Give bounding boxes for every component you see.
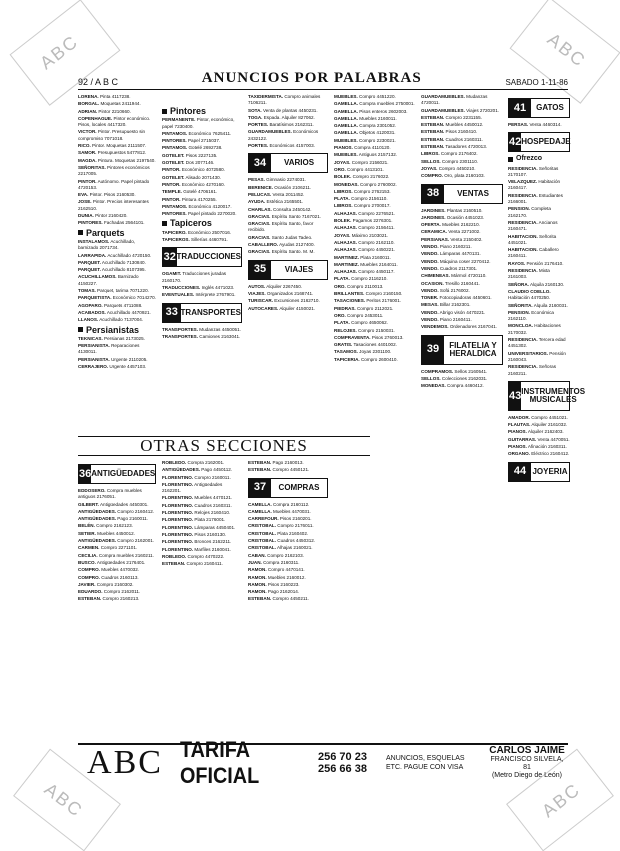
classified-ad: COMPRO. Oro, plata 2160103. [421,173,485,179]
classified-ad: PLATA. Compro 2156110. [334,196,388,202]
subsection-ofrezco: Ofrezco [508,156,570,162]
footer-note: ANUNCIOS, ESQUELAS ETC. PAGUE CON VISA [386,755,465,771]
classified-ad: TONER. Fotocopiadoras 4450601. [421,295,492,301]
classified-ad: PINTORES. Fachadas 2564101. [78,220,145,226]
classified-ad: DUNIA. Pintor 2160420. [78,213,128,219]
classified-ad: TEMPLE. Gotelé 4706161. [162,189,218,195]
classified-ad: RESIDENCIA. Señoras 2160211. [508,364,556,376]
classified-ad: ROBLEDO. Compra 2162001. [162,460,225,465]
list-parquets [78,239,156,324]
classified-ad: GRACIAS. Espíritu Santo, favor recibido. [248,221,314,233]
classified-ad: ESTEBAN. Compro 4450211. [248,596,309,602]
classified-ad: CRISTOBAL. Cuadros 4450312. [248,538,316,544]
section-heading-pintores: Pintores [162,108,242,114]
classified-ad: AUTOS. Alquiler 2267450. [248,283,303,289]
classified-ad: CECILIA. Compra muebles 2160211. [78,552,155,558]
column-4 [334,94,416,740]
classified-ad: SAMOR. Presupuestos 5477812. [78,150,147,156]
classified-ad: TAPICEROS. Sillerías 4460791. [162,237,228,243]
classified-ad: TRADUCCIONES. Inglés 4471023. [162,284,235,290]
classified-ad: CAMELLA. Muebles 4470031. [248,508,311,514]
classified-ad: AMADOR. Compro 4451021. [508,414,569,420]
classified-ad: VICTOR. Pintor. Presupuesto sin compromiso 7071018. [78,129,146,141]
classified-ad: PORTES. Económicos 4157003. [248,143,315,149]
classified-ad: TAPICERIA. Compro 2600410. [334,356,398,362]
classified-ad: OCASION. Tresillo 2160441. [421,280,480,286]
classified-ad: CARREFOUR. Pisos 2160201. [248,516,312,522]
classified-ad: ALHAJAS. Compro 4450221. [334,247,396,253]
column-3-bottom [248,460,328,740]
classified-ad: TRANSPORTES. Mudanzas 4450051. [162,326,241,332]
classified-ad: ALHAJAS. Compro 2276521. [334,210,396,216]
classified-ad: PIANOS. Afinación 2160311. [508,443,567,449]
classified-ad: FLORENTINO. Compro 2160011. [162,474,231,480]
classified-ad: CABAN. Compro 2162103. [248,552,304,558]
classified-ad: PINTAMOS. Económico 4120017. [162,203,232,209]
phone-1: 256 70 23 [318,751,367,763]
bullet-icon [162,109,167,114]
box-instrumentos: 43 INSTRUMENTOS MUSICALES [508,381,570,411]
classified-ad: FLORENTINO. Relojes 2160410. [162,510,231,516]
classified-ad: GAMELLA. Compra muebles 2750001. [334,101,415,107]
classified-ad: VIAJES. Organizados 2168741. [248,290,314,296]
classified-ad: PARQUETISTA. Económico 7014270. [78,295,156,301]
classified-ad: MARTINEZ. Muebles 2164011. [334,261,398,267]
classified-ad: RESIDENCIA. Estudiantes 2166001. [508,192,563,205]
classified-ad: AUTOCARES. Alquiler 4150021. [248,305,316,311]
classified-ad: TASAMOS. Joyas 2301100. [334,349,392,355]
classified-ad: TOMAS. Parquet, tarima 7071220. [78,288,149,294]
column-2-top [162,94,242,434]
classified-ad: PERSAS. Venta 4460314. [508,122,562,127]
classified-ad: ORO. Compro 2453011. [334,312,384,318]
classified-ad: PESAS. Gimnasio 2274031. [248,177,306,183]
classified-ad: ESTEBAN. Muebles 4450012. [421,122,484,128]
agent-metro: (Metro Diego de León) [491,771,563,779]
classified-ad: JARDINES. Plantas 2160510. [421,207,483,213]
classified-ad: MUEBLES. Antiguos 2157132. [334,152,398,158]
classified-ad: SEÑORITAS. Pintores económicos 2217005. [78,164,150,177]
section-heading-persianistas: Persianistas [78,327,156,333]
classified-ad: CABALLERO. Ayudas 2127400. [248,242,315,248]
classified-ad: ESTEBAN. Tasadores 4720013. [421,144,488,150]
abc-logo: ABC [87,744,163,781]
column-6 [508,94,586,740]
watermark-logo-bottomright: ABC [538,778,585,822]
classified-ad: SETIER. Muebles 4450012. [78,530,135,536]
classified-ad: BELÉN. Compro 2162123. [78,523,133,529]
classified-ad: FLORENTINO. Cuadros 2160311. [162,502,232,508]
classified-ad: FLORENTINO. Plata 2176001. [162,517,226,523]
list-antiguedades-2 [162,460,242,567]
classified-ad: VENDO. Abrigo visón 4470221. [421,309,486,315]
footer-banner [78,737,568,788]
classified-ad: ESTEBAN. Cuadros 2160311. [421,136,483,142]
classified-ad: ESTEBAN. Compro 2160213. [78,596,140,602]
phone-2: 256 66 38 [318,763,367,775]
classified-ad: RESIDENCIA. Mixta 2161003. [508,268,550,280]
classified-ad: ESTEBAN. Compro 2160411. [162,561,223,567]
box-viajes: 35 VIAJES [248,260,328,280]
classified-ad: ROBLEDO. Compro 4470222. [162,553,225,559]
classified-ad: ADRIAN. Pintor 2210660. [78,108,131,114]
classified-ad: OGAMIT. Traducciones juradas 2160170. [162,271,227,283]
box-joyeria: 44 JOYERIA [508,462,570,482]
list-traducciones [162,271,242,298]
list-varios-lead [248,94,328,149]
list-filatelia [421,369,503,390]
classified-ad: MARTINEZ. Plata 2160011. [334,254,391,260]
list-compras-end [421,94,503,180]
classified-ad: ANTIGÜEDADES. Pago 4450112. [162,467,233,473]
classified-ad: LORENA. Pinta 4117238. [78,94,131,99]
classified-ad: CERAMICA. Venta 2271002. [421,229,481,235]
box-ventas: 38 VENTAS [421,184,503,204]
box-varios: 34 VARIOS [248,153,328,173]
classified-ad: MONCLOA. Habitaciones 2170032. [508,323,561,335]
column-1-top [78,94,156,434]
column-1-bottom [78,460,156,740]
list-hospedaje [508,166,570,377]
classified-ad: BRILLANTES. Compro 2160150. [334,291,403,297]
classified-ad: TAPICERO. Económico 2507016. [162,229,232,235]
classified-ad: AGOPARO. Parquets 4711088. [78,302,143,308]
bullet-icon [78,230,83,235]
classified-ad: GAMELLA. Compra 2301052. [334,123,397,129]
classified-ad: MUEBLES. Compro 2230021. [334,137,396,143]
classified-ad: CHIMENEAS. Mármol 4720110. [421,273,487,279]
classified-ad: PINTORES. Papel pintado 2270020. [162,211,237,217]
classified-ad: EDUARDO. Compro 2162011. [78,589,141,595]
classified-ad: ANTIGÜEDADES. Compro 2162001. [78,538,155,544]
classified-ad: PERSIANISTA. Urgente 2110205. [78,356,148,362]
classified-ad: JOSE. Pintor. Precios interesantes 2162510. [78,199,149,211]
classified-ad: PERMANENTE. Pintor, económico, papel 7230400. [162,117,235,129]
classified-ad: JOYAS. Compro 4450210. [421,165,476,171]
classified-ad: AYUDA. Estética 2165501. [248,199,304,205]
classified-ad: CAMELLA. Compra 2160112. [248,501,310,507]
column-2-bottom [162,460,242,740]
classified-ad: ACUCHILLAMOS. Barnizado 4150227. [78,274,139,286]
classified-ad: CLAUDIO COELLO. Habitación 4470250. [508,288,551,301]
box-antiguedades: 36 ANTIGÜEDADES [78,464,156,484]
classified-ad: BOLEK. Pagamos 2276301. [334,218,393,224]
classified-ad: ESTEBAN. Compro 4450121. [248,467,310,473]
classified-ad: RESIDENCIA. Ancianos 2160471. [508,219,558,232]
classified-ad: SEÑORITA. Alquila 2160031. [508,302,568,308]
classified-ad: PINTAMOS. Gotelé 2692738. [162,145,223,151]
footer-agent [486,744,568,780]
classified-ad: PELUCAS. Venta 2011452. [248,191,305,197]
classified-ad: SOTA. Venta de plantas 4450231. [248,107,318,113]
classified-ad: VENDO. Piano 2160411. [421,317,472,323]
classified-ad: PINTORES. Papel 2715037. [162,138,221,144]
classified-ad: COPENHAGUE. Pintor económico. Pisos, locales 4417320. [78,115,151,128]
classified-ad: ORO. Compro 2110013. [334,283,384,289]
list-varios [248,177,328,255]
classified-ad: PINTAMOS. Económico 7625411. [162,130,232,136]
classified-ad: PIANOS. Compra 4110120. [334,145,391,151]
classified-ad: RAMON. Pisos 2160223. [248,581,300,587]
classified-ad: TOGA. Espada. Alquiler 827062. [248,114,315,120]
classified-ad: GAMELLA. Muebles 2160011. [334,115,397,121]
classified-ad: HABITACION. Señorita 4451021. [508,233,557,245]
classified-ad: ESTEBAN. Compro 2231155. [421,114,482,120]
watermark-logo-topright: ABC [543,28,590,72]
classified-ad: ORGANO. Eléctrico 2160412. [508,451,570,457]
classified-ad: GRACIAS. Espíritu Santo 7167021. [248,213,322,219]
classified-ad: TASACIONES. Peritos 2176001. [334,298,402,304]
classified-ad: ACABADOS. Acuchillado 4470921. [78,309,151,315]
classified-ad: GAMELLA. Pisos enteros 2602003. [334,108,408,114]
classified-ad: PERSIANAS. Venta 2150402. [421,236,483,242]
page-number: 92 / A B C [78,77,119,87]
classified-ad: GOTELET. Pisos 2227135. [162,152,218,158]
classified-ad: EDDOSERO. Compra muebles antiguos 2176051. [78,488,142,500]
classified-ad: PINTOR. Económico 4270160. [162,181,225,187]
classified-ad: LARRAPIDA. Acuchillado 4720150. [78,252,152,258]
classified-ad: GOTELET. Alisado 2071430. [162,174,221,180]
classified-ad: JOYAS. Compro 2156021. [334,159,389,165]
classified-ad: SEÑORA. Alquila 2160130. [508,281,565,287]
box-traducciones: 32 TRADUCCIONES [162,247,242,267]
classified-ad: FLORENTINO. Bronces 2162211. [162,539,232,545]
classified-ad: FLORENTINO. Lámparas 4450401. [162,524,236,530]
box-gatos: 41 GATOS [508,98,570,118]
classified-ad: PLATA. Compro 4650062. [334,320,388,326]
box-filatelia: 39 FILATELIA Y HERALDICA [421,335,503,365]
classified-ad: RESIDENCIA. Tercera edad 4451302. [508,337,566,349]
list-viajes [248,284,328,312]
agent-address: FRANCISCO SILVELA, 81 [490,755,564,771]
classified-ad: GUARDAMUEBLES. Económicos 2432122. [248,129,319,141]
classified-ad: PERSIANISTA. Reparaciones 4130011. [78,343,140,355]
classified-ad: PLATA. Compro 2116210. [334,276,388,282]
classified-ad: LIBROS. Compro 2700017. [334,203,391,209]
classified-ad: VENDO. Lámparas 4470131. [421,251,481,257]
classified-ad: GRACIAS. Espíritu Santo. M. M. [248,249,315,255]
classified-ad: CRISTOBAL. Plata 2160402. [248,530,309,536]
classified-ad: ORO. Compro 4413101. [334,166,384,172]
classified-ad: RAMON. Compro 4470141. [248,567,305,573]
classified-ad: RESIDENCIA. Señoritas 2170107. [508,165,559,177]
classified-ad: LIBROS. Compro 2762153. [334,188,391,194]
classified-ad: LLANOS. Acuchillado 7137004. [78,317,144,323]
classified-ad: PINTOR. Autónomo. Papel pintado 4720153. [78,178,150,190]
classified-ad: FLORENTINO. Antigüedades 2162201. [162,481,223,494]
classified-ad: COMPRO. Muebles 4470032. [78,567,140,573]
classified-ad: RELOJES. Compro 2150031. [334,327,395,333]
classified-ad: GUARDAMUEBLES. Mudanzas 4720011. [421,94,488,106]
classified-ad: CRISTOBAL. Alhajas 2160021. [248,545,313,551]
classified-ad: ALHAJAS. Compro 2156411. [334,225,395,231]
box-compras: 37 COMPRAS [248,478,328,498]
watermark-logo-topleft: ABC [36,30,83,74]
classified-ad: PENSION. Económica 2162110. [508,309,554,322]
classified-ad: EVENTUALES. Intérprete 2767901. [162,292,236,298]
classified-ad: OFERTA. Muebles 2162210. [421,222,480,228]
page-header [78,70,568,90]
classified-ad: MONEDAS. Compra 4460412. [421,383,484,389]
classified-ad: BERENICE. Ocasión 2106211. [248,184,312,190]
classified-ad: RICO. Pintor. Moquetas 2111507. [78,143,147,149]
classified-ad: LIBROS. Compro 2176402. [421,151,478,157]
classified-ad: COMPRAVENTA. Pisos 2760013. [334,334,404,340]
classified-ad: EVA. Pintor. Pisos 2160530. [78,192,136,198]
section-heading-parquets: Parquets [78,230,156,236]
classified-ad: JUAN. Compra 2160311. [248,559,300,565]
column-3-top [248,94,328,434]
page-title: ANUNCIOS POR PALABRAS [201,70,422,86]
classified-ad: PARQUET. Acuchillado 7130840. [78,259,146,265]
classified-ad: VELAZQUEZ. Habitación 2160417. [508,179,561,191]
classified-ad: VENDO. Piano 2160211. [421,244,472,250]
list-compras-continued [334,94,416,202]
list-ventas [421,208,503,331]
classified-ad: RAYOS. Pensión 2176410. [508,260,564,266]
classified-ad: BORGAL. Moquetas 2411944. [78,101,141,107]
classified-ad: JAVIER. Compro 2160302. [78,581,134,587]
classified-ad: HABITACION. Caballero 2160411. [508,247,559,259]
classified-ad: ANTIGÜEDADES. Compro 2160412. [78,508,155,514]
classified-ad: CARMEN. Compro 2271101. [78,545,138,551]
classified-ad: TAXIDERMISTA. Compro animales 7106211. [248,94,321,106]
page-date: SABADO 1-11-86 [505,78,568,87]
list-pintores-continued [78,94,156,227]
classified-ad: GRACIAS. Santo Judas Tadeo. [248,234,313,240]
classified-ad: FLAUTAS. Alquiler 2161032. [508,422,568,428]
classified-ad: GUARDAMUEBLES. Viajes 2720201. [421,107,500,113]
list-tapiceros [162,230,242,244]
classified-ad: FLORENTINO. Pisos 2160130. [162,531,227,537]
classified-ad: PINTOR. Económico 4072580. [162,167,225,173]
list-transportes [162,327,242,341]
classified-ad: SELLOS. Compro 2301110. [421,158,479,164]
classified-ad: GUITARRAS. Venta 4470051. [508,436,570,442]
otras-secciones-banner: OTRAS SECCIONES [78,436,370,456]
classified-ad: ANTIGÜEDADES. Pago 2160011. [78,516,149,522]
classified-ad: BOLEK. Compro 2176022. [334,174,390,180]
classified-ad: PARQUET. Acuchillado 8107395. [78,267,146,273]
classified-ad: VENDO. Cuadros 2117301. [421,265,478,271]
list-gatos [508,122,570,128]
box-transportes: 33 TRANSPORTES [162,303,242,323]
classified-ad: VENDEMOS. Ordenadores 2167041. [421,324,498,330]
column-5 [421,94,503,740]
classified-ad: CERRAJERO. Urgente 4457103. [78,363,147,369]
watermark-logo-bottomleft: ABC [40,778,87,822]
classified-ad: FLORENTINO. Marfiles 2160041. [162,546,231,552]
classified-ad: GOTELET. Dos 2077146. [162,160,215,166]
classified-ad: MESAS. Billar 2162301. [421,302,471,308]
classified-ad: JARDINES. Ocasión 4451023. [421,214,485,220]
classified-ad: TURISCAR. Excursiones 2162710. [248,298,320,304]
bullet-icon [78,327,83,332]
classified-ad: PENSION. Completa 2162170. [508,206,551,218]
classified-ad: PIEDRAS. Compro 2112021. [334,305,394,311]
list-antiguedades-3 [248,460,328,474]
list-pintores [162,117,242,217]
classified-ad: GRATIS. Tasaciones 4401002. [334,342,397,348]
list-persianistas [78,336,156,370]
classified-ad: JOYAS. Máximo 2103021. [334,232,389,238]
classified-ad: CHARLAS. Consulta 2450142. [248,206,312,212]
classified-ad: GILBERT. Antigüedades 4450301. [78,501,149,507]
box-hospedaje: 42 HOSPEDAJE [508,132,570,152]
classified-ad: MUEBLES. Compro 4451220. [334,94,396,99]
classified-ad: MONEDAS. Compro 2760002. [334,181,397,187]
classified-ad: SELLOS. Colecciones 2162031. [421,375,488,381]
classified-ad: UNIVERSITARIOS. Pensión 2160043. [508,350,566,362]
classified-ad: PINTOR. Pintura 4170255. [162,196,217,202]
classified-ad: TRANSPORTES. Camiones 2163041. [162,333,241,339]
classified-ad: INSTALAMOS. Acuchillado, barnizado 2071734. [78,238,136,251]
phone-numbers [318,751,378,775]
classified-ad: TEKNICAS. Persianas 2173025. [78,335,145,341]
classified-ad: VENDO. Máquina coser 2270412. [421,258,491,264]
list-instrumentos [508,415,570,458]
classified-ad: PIANOS. Alquiler 2162403. [508,429,564,435]
classified-ad: RAMON. Pago 2162014. [248,589,300,595]
classified-ad: PORTES. Baratísimos 2162311. [248,122,314,128]
list-compras-more [334,203,416,363]
classified-ad: ALHAJAS. Compro 2162110. [334,239,395,245]
classified-ad: BUSCO. Antigüedades 2176401. [78,559,146,565]
list-antiguedades [78,488,156,603]
section-heading-tapiceros: Tapiceros [162,220,242,226]
tarifa-oficial: TARIFA OFICIAL [180,737,260,788]
agent-name: CARLOS JAIME [489,744,565,756]
bullet-icon [508,157,513,162]
classified-ad: RAMON. Muebles 2160012. [248,574,306,580]
classified-ad: ESTEBAN. Pisos 2160410. [421,129,478,135]
classified-ad: FLORENTINO. Muebles 4470121. [162,495,233,501]
classified-ad: VENDO. Sofá 2176002. [421,287,470,293]
classified-ad: ESTEBAN. Pago 2160013. [248,460,304,465]
classified-ad: ALHAJAS. Compro 4450117. [334,269,395,275]
classified-ad: COMPRO. Cuadros 2160113. [78,574,139,580]
bullet-icon [162,221,167,226]
classified-ad: CRISTOBAL. Compro 2176011. [248,523,314,529]
classified-ad: MAGDA. Pintura. Moquetas 2197540. [78,157,156,163]
classified-ad: GAMELLA. Objetos 4120031. [334,130,396,136]
list-compras [248,502,328,603]
classified-ad: COMPRAMOS. Sellos 2160541. [421,368,488,374]
